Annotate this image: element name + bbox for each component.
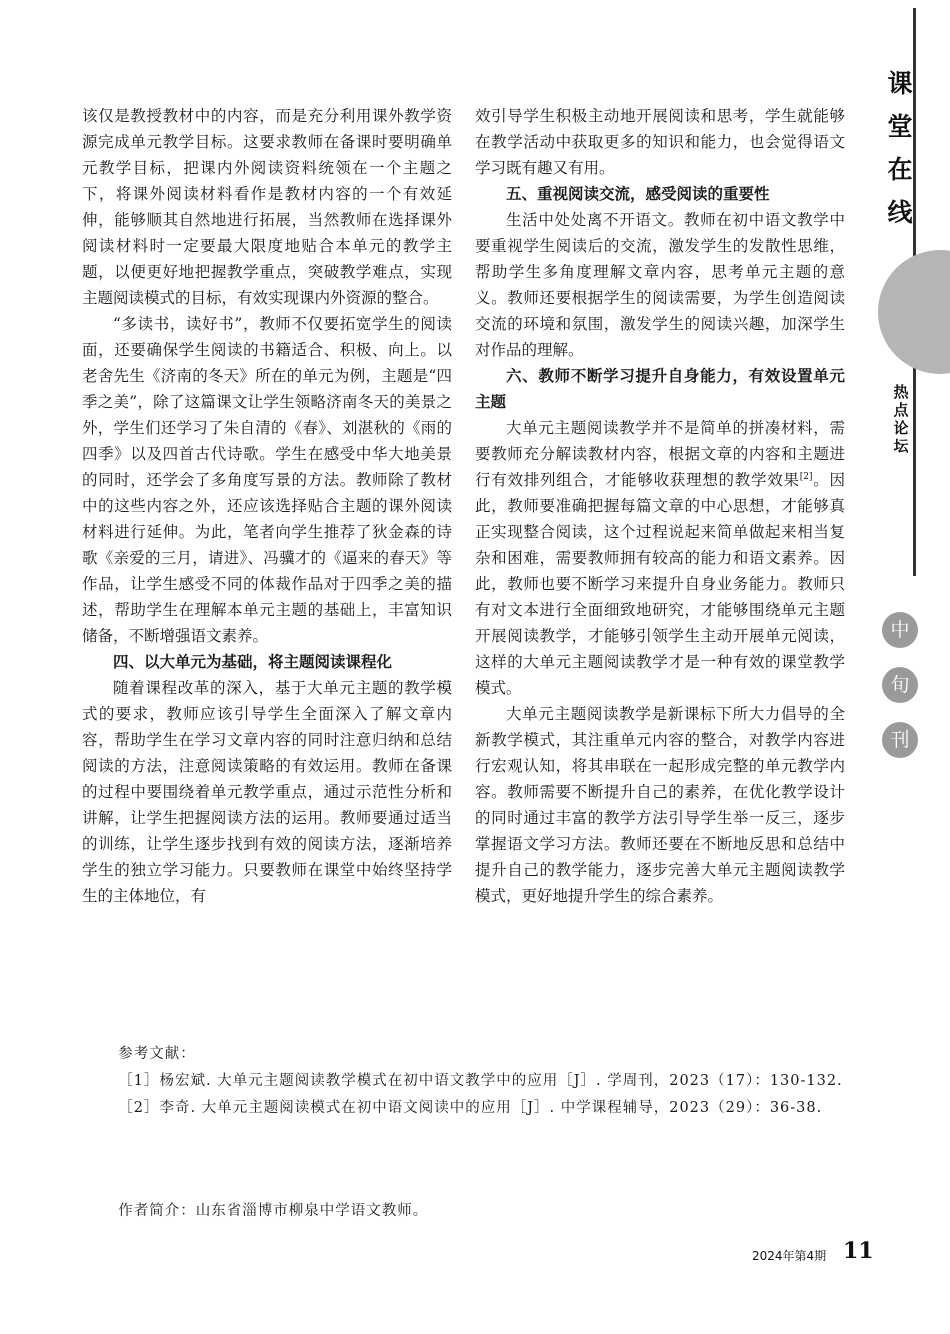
section-label [890,383,912,455]
section-heading-5: 五、重视阅读交流，感受阅读的重要性 [506,185,770,203]
right-column [475,103,845,909]
section-label-char: 论 [893,419,909,437]
column-title [883,62,917,234]
journal-badge: 中 [882,612,918,648]
section-label-char: 点 [893,401,909,419]
column-title-char: 堂 [887,112,913,141]
author-note-text: 作者简介：山东省淄博市柳泉中学语文教师。 [118,1203,429,1219]
column-title-char: 课 [887,69,913,98]
paragraph [475,415,845,701]
column-title-char: 在 [887,155,913,184]
column-title-char: 线 [887,198,913,227]
author-note [82,1198,848,1225]
section-label-char: 热 [893,383,909,401]
issue-label: 2024年第4期 [752,1249,827,1263]
paragraph: 随着课程改革的深入，基于大单元主题的教学模式的要求，教师应该引导学生全面深入了解文章内容，帮助学生在学习文章内容的同时注意归纳和总结阅读的方法，注意阅读策略的有效运用。教师在备课的过程中要围绕着单元教学重点，通过示范性分析和讲解，让学生把握阅读方法的运用。教师要通过适当的训练，让学生逐步找到有效的阅读方法，逐渐培养学生的独立学习能力。只要教师在课堂中始终坚持学生的主体地位，有 [82,679,452,905]
journal-badge: 旬 [882,667,918,703]
citation-mark: [2] [799,471,813,482]
reference-item: ［2］李奇. 大单元主题阅读模式在初中语文阅读中的应用［J］. 中学课程辅导，2023（29）：36-38. [118,1100,823,1116]
paragraph: 大单元主题阅读教学是新课标下所大力倡导的全新教学模式，其注重单元内容的整合，对教学内容进行宏观认知，将其串联在一起形成完整的单元教学内容。教师需要不断提升自己的素养，在优化教学设计的同时通过丰富的教学方法引导学生举一反三，逐步掌握语文学习方法。教师还要在不断地反思和总结中提升自己的教学能力，逐步完善大单元主题阅读教学模式，更好地提升学生的综合素养。 [475,705,845,905]
section-label-char: 坛 [893,437,909,455]
paragraph: 生活中处处离不开语文。教师在初中语文教学中要重视学生阅读后的交流，激发学生的发散性思维，帮助学生多角度理解文章内容，思考单元主题的意义。教师还要根据学生的阅读需要，为学生创造阅读交流的环境和氛围，激发学生的阅读兴趣，加深学生对作品的理解。 [475,211,845,359]
paragraph: 效引导学生积极主动地开展阅读和思考，学生就能够在教学活动中获取更多的知识和能力，也会觉得语文学习既有趣又有用。 [475,107,845,177]
references [82,1041,848,1122]
journal-badge: 刊 [882,722,918,758]
text-run: 。因此，教师要准确把握每篇文章的中心思想，才能够真正实现整合阅读，这个过程说起来简单做起来相当复杂和困难，需要教师拥有较高的能力和语文素养。因此，教师也要不断学习来提升自身业务能力。教师只有对文本进行全面细致地研究，才能够围绕单元主题开展阅读教学，才能够引领学生主动开展单元阅读，这样的大单元主题阅读教学才是一种有效的课堂教学模式。 [475,471,845,697]
references-heading: 参考文献： [118,1046,196,1062]
section-heading-6: 六、教师不断学习提升自身能力，有效设置单元主题 [475,367,845,411]
section-heading-4: 四、以大单元为基础，将主题阅读课程化 [113,653,393,671]
paragraph: 该仅是教授教材中的内容，而是充分利用课外教学资源完成单元教学目标。这要求教师在备课时要明确单元教学目标，把课内外阅读资料统领在一个主题之下，将课外阅读材料看作是教材内容的一个有效延伸，能够顺其自然地进行拓展，当然教师在选择课外阅读材料时一定要最大限度地贴合本单元的教学主题，以便更好地把握教学重点，突破教学难点，实现主题阅读模式的目标，有效实现课内外资源的整合。 [82,107,452,307]
reference-item: ［1］杨宏斌. 大单元主题阅读教学模式在初中语文教学中的应用［J］. 学周刊，2023（17）：130-132. [118,1073,843,1089]
decorative-circle [878,250,950,374]
page-number: 11 [843,1238,874,1264]
text-run: 大单元主题阅读教学并不是简单的拼凑材料，需要教师充分解读教材内容，根据文章的内容和主题进行有效排列组合，才能够收获理想的教学效果 [475,419,845,489]
left-column [82,103,452,909]
paragraph: “多读书，读好书”，教师不仅要拓宽学生的阅读面，还要确保学生阅读的书籍适合、积极、向上。以老舍先生《济南的冬天》所在的单元为例，主题是“四季之美”，除了这篇课文让学生领略济南冬天的美景之外，学生们还学习了朱自清的《春》、刘湛秋的《雨的四季》以及四首古代诗歌。学生在感受中华大地美景的同时，还学会了多角度写景的方法。教师除了教材中的这些内容之外，还应该选择贴合主题的课外阅读材料进行延伸。为此，笔者向学生推荐了狄金森的诗歌《亲爱的三月，请进》、冯骥才的《逼来的春天》等作品，让学生感受不同的体裁作品对于四季之美的描述，帮助学生在理解本单元主题的基础上，丰富知识储备，不断增强语文素养。 [82,315,452,645]
